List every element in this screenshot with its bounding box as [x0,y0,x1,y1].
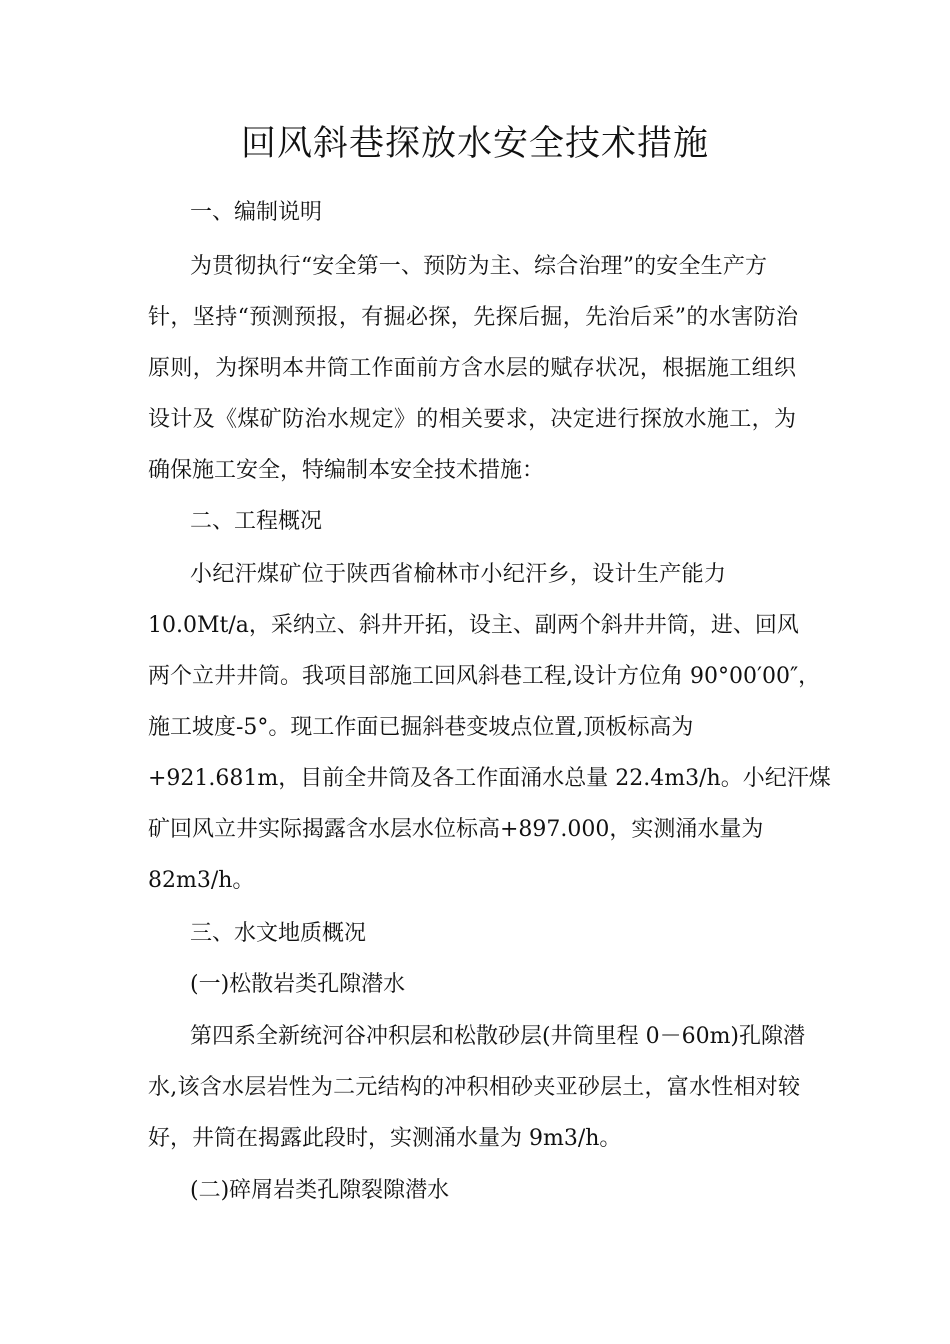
paragraph-line: 原则，为探明本井筒工作面前方含水层的赋存状况，根据施工组织 [148,356,796,381]
paragraph-line: 针，坚持“预测预报，有掘必探，先探后掘，先治后采”的水害防治 [148,305,798,330]
heading-hydrogeology: 三、水文地质概况 [190,921,367,946]
paragraph-line: +921.681m，目前全井筒及各工作面涌水总量 22.4m3/h。小纪汗煤 [148,766,831,791]
paragraph-line: 小纪汗煤矿位于陕西省榆林市小纪汗乡，设计生产能力 [190,562,726,587]
heading-compilation-notes: 一、编制说明 [190,200,323,225]
paragraph-line: 施工坡度-5°。现工作面已掘斜巷变坡点位置,顶板标高为 [148,715,694,740]
paragraph-line: 矿回风立井实际揭露含水层水位标高+897.000，实测涌水量为 [148,817,764,842]
paragraph-line: 好，井筒在揭露此段时，实测涌水量为 9m3/h。 [148,1126,622,1151]
paragraph-line: 第四系全新统河谷冲积层和松散砂层(井筒里程 0－60m)孔隙潜 [190,1024,806,1049]
document-title: 回风斜巷探放水安全技术措施 [240,124,709,164]
heading-project-overview: 二、工程概况 [190,509,323,534]
subheading-loose-rock-aquifer: (一)松散岩类孔隙潜水 [190,972,406,997]
paragraph-line: 两个立井井筒。我项目部施工回风斜巷工程,设计方位角 90°00′00″， [148,664,821,689]
subheading-clastic-rock-aquifer: (二)碎屑岩类孔隙裂隙潜水 [190,1178,450,1203]
paragraph-line: 82m3/h。 [148,868,255,893]
paragraph-line: 10.0Mt/a，采纳立、斜井开拓，设主、副两个斜井井筒，进、回风 [148,613,799,638]
paragraph-line: 为贯彻执行“安全第一、预防为主、综合治理”的安全生产方 [190,254,767,279]
paragraph-line: 设计及《煤矿防治水规定》的相关要求，决定进行探放水施工，为 [148,407,796,432]
paragraph-line: 水,该含水层岩性为二元结构的冲积相砂夹亚砂层土，富水性相对较 [148,1075,800,1100]
paragraph-line: 确保施工安全，特编制本安全技术措施： [148,458,545,483]
